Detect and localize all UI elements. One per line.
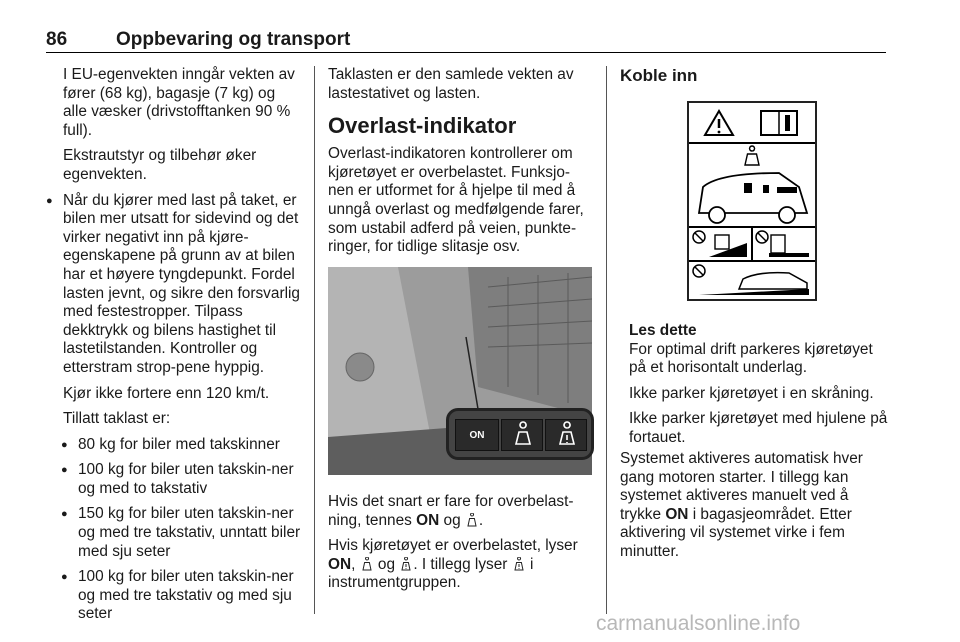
text-run: og [439,511,465,529]
weight-icon [360,557,374,571]
text-run: . I tillegg lyser [413,555,512,573]
column-middle [328,66,594,264]
weight-exclamation-icon [399,557,413,571]
prohibited-icon [693,265,705,277]
list-item: ● 100 kg for biler uten takskin-ner og med tre takstativ og med sju seter [46,568,302,624]
list-item: ● 80 kg for biler med takskinner [46,436,302,455]
paragraph [328,537,594,593]
paragraph: Tillatt taklast er: [63,410,171,428]
paragraph: Ekstrautstyr og tilbehør øker egenvekten. [63,147,257,183]
prohibited-icon [756,231,768,243]
manual-book-icon [761,111,797,135]
paragraph: Overlast-indikatoren kontrollerer om kjøretøyet er overbelastet. Funksjo-nen er utformet for å hjelpe til med å unngå overlast og medfølgende farer, som ustabil adferd på veien, punkte-ringer, for tidlige slitasje osv. [328,145,584,256]
paragraph: I EU-egenvekten inngår vekten av fører (68 kg), bagasje (7 kg) og alle væsker (drivstofftanken 90 % full). [63,66,295,139]
chapter-title: Oppbevaring og transport [116,29,351,50]
text-run: Hvis kjøretøyet er overbelastet, lyser [328,537,578,555]
overload-warning-button[interactable] [501,419,543,451]
weight-icon [465,513,479,527]
watermark: carmanualsonline.info [596,612,801,635]
column-left [46,66,302,631]
warning-triangle-icon [705,111,733,135]
paragraph [620,450,892,562]
on-label: ON [328,555,352,573]
note-box [629,322,891,455]
list-item: ● 100 kg for biler uten takskin-ner og med to takstativ [46,461,302,498]
weight-icon [502,420,544,452]
note-text: Ikke parker kjøretøyet i en skråning. [629,384,874,402]
note-text: For optimal drift parkeres kjøretøyet på et horisontalt underlag. [629,340,873,377]
on-label: ON [416,511,440,529]
text-run: , [351,555,360,573]
paragraph: Taklasten er den samlede vekten av lastestativet og lasten. [328,66,574,102]
text-run: Systemet aktiveres automatisk hver gang motoren starter. I tillegg kan systemet aktiveres manuelt ved å trykke [620,450,863,523]
text-run: og [373,555,400,573]
weight-exclamation-icon [546,420,588,452]
page-header [46,29,886,53]
on-label: ON [665,505,689,523]
section-heading: Koble inn [620,66,698,85]
paragraph [328,493,594,530]
on-button[interactable] [455,419,499,451]
warning-pictogram [687,101,817,301]
note-title: Les dette [629,322,697,339]
on-button-label: ON [469,430,485,441]
column-right-lower [620,450,892,569]
note-text: Ikke parker kjøretøyet med hjulene på fortauet. [629,410,888,446]
overload-alert-button[interactable] [545,419,587,451]
paragraph: Kjør ikke fortere enn 120 km/t. [63,384,270,402]
bullet-item: ● Når du kjører med last på taket, er bilen mer utsatt for sidevind og det virker negativt inn på kjøre-egenskapene på grunn av at bilen har et høyere tyngdepunkt. Fordel lasten jevnt, og sikre den forsvarlig med festestropper. Tilpass dekktrykk og bilens hastighet til lastetilstanden. Kontroller og etterstram strop-pene hyppig. [46,192,302,378]
text-run: i instrumentgruppen. [328,555,534,592]
column-divider [606,66,607,614]
weight-exclamation-icon [512,557,526,571]
column-divider [314,66,315,614]
overload-control-panel [446,408,594,460]
list-item: ● 150 kg for biler uten takskin-ner og med tre takstativ, unntatt biler med sju seter [46,505,302,561]
column-right [620,66,892,94]
column-middle-lower [328,493,594,600]
section-heading: Overlast-indikator [328,113,517,139]
page-number: 86 [46,29,68,50]
prohibited-icon [693,231,705,243]
text-run: i bagasjeområdet. Etter aktivering vil systemet virke i fem minutter. [620,505,852,560]
text-run: Hvis det snart er fare for overbelast-ning, tennes [328,493,574,529]
text-run: . [478,511,484,529]
